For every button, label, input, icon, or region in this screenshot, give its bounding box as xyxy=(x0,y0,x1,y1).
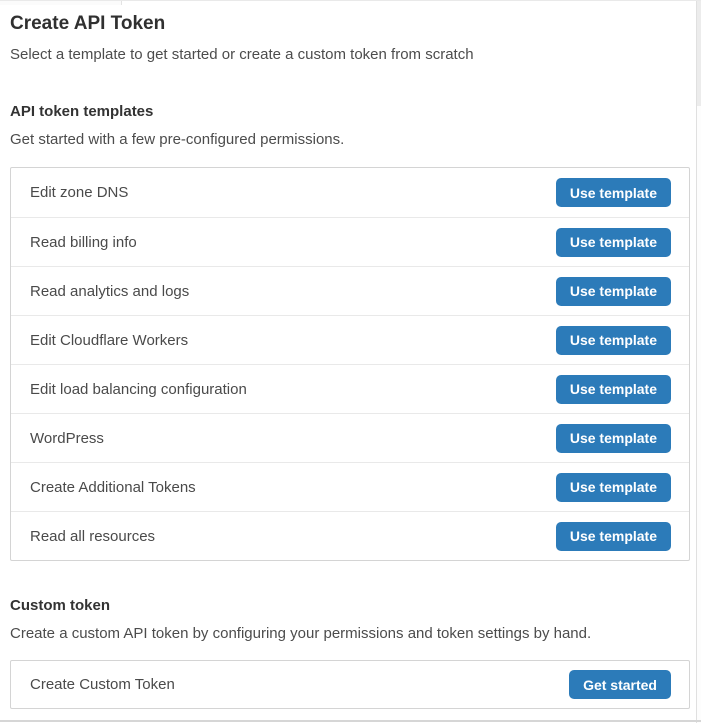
use-template-button[interactable]: Use template xyxy=(556,178,671,207)
use-template-button[interactable]: Use template xyxy=(556,228,671,257)
get-started-button[interactable]: Get started xyxy=(569,670,671,699)
template-list xyxy=(10,167,690,561)
scrollbar-thumb[interactable] xyxy=(697,1,701,106)
templates-section-heading: API token templates xyxy=(10,103,154,120)
use-template-button[interactable]: Use template xyxy=(556,473,671,502)
template-row xyxy=(11,462,689,511)
template-row xyxy=(11,364,689,413)
use-template-button[interactable]: Use template xyxy=(556,424,671,453)
use-template-button[interactable]: Use template xyxy=(556,277,671,306)
custom-token-box xyxy=(10,660,690,709)
use-template-button[interactable]: Use template xyxy=(556,375,671,404)
template-row xyxy=(11,315,689,364)
template-row xyxy=(11,217,689,266)
page-content xyxy=(0,1,701,709)
use-template-button[interactable]: Use template xyxy=(556,326,671,355)
template-row-label: Edit load balancing configuration xyxy=(30,380,247,398)
template-row-label: Create Additional Tokens xyxy=(30,478,196,496)
custom-token-description: Create a custom API token by configuring your permissions and token settings by hand. xyxy=(10,625,592,642)
bottom-divider xyxy=(0,720,701,722)
top-edge-artifact xyxy=(0,1,122,5)
use-template-button[interactable]: Use template xyxy=(556,522,671,551)
custom-token-heading: Custom token xyxy=(10,597,111,614)
template-row-label: Read all resources xyxy=(30,527,156,545)
template-row xyxy=(11,511,689,560)
template-row-label: Edit zone DNS xyxy=(30,184,129,201)
template-row-label: WordPress xyxy=(30,429,104,447)
templates-section-description: Get started with a few pre-configured permissions. xyxy=(10,131,345,148)
template-row-label: Read analytics and logs xyxy=(30,282,190,300)
custom-token-row-label: Create Custom Token xyxy=(30,676,175,693)
template-row-label: Read billing info xyxy=(30,233,137,251)
template-row xyxy=(11,413,689,462)
custom-token-row xyxy=(11,661,689,708)
scrollbar-track xyxy=(696,1,701,723)
template-row xyxy=(11,168,689,217)
page-subtitle: Select a template to get started or create a custom token from scratch xyxy=(10,46,474,63)
template-row-label: Edit Cloudflare Workers xyxy=(30,331,189,349)
template-row xyxy=(11,266,689,315)
page-title: Create API Token xyxy=(10,13,166,34)
